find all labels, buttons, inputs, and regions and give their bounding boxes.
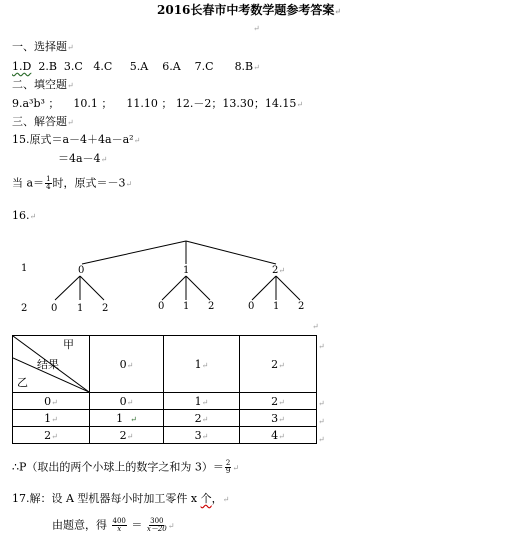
return-mark: ↵ [278,360,285,370]
tree-leaf: 2 [102,303,109,314]
table-col-header: 1↵ [164,336,240,393]
tree-leaf: 1 [273,301,280,312]
q15-line3: 当 a＝ $\frac{1}{4}$ 时，原式＝－3↵ [12,175,133,191]
answer-7: 7.C [194,60,214,73]
return-mark: ↵ [222,495,230,504]
tree-leaf: 0 [248,301,255,312]
return-mark: ↵ [126,397,134,407]
table-corner-cell [13,336,90,393]
table-col-header: 0↵ [90,336,164,393]
return-mark: ↵ [232,463,240,473]
return-mark: ↵ [318,417,325,426]
corner-yi: 乙 [17,376,28,389]
table-row-head: 1↵ [13,410,90,427]
q17-line1: 17.解：设 A 型机器每小时加工零件 x 个，↵ [12,492,230,505]
fraction-300-over-x-minus-20: $\frac{300}{x-20}$ [146,517,167,533]
tree-leaf: 1 [77,303,84,314]
return-mark: ↵ [51,397,58,407]
tree-leaf: 0 [51,303,58,314]
tree-branch [252,276,276,300]
return-mark: ↵ [334,6,342,16]
result-table [12,335,317,444]
return-mark: ↵ [133,136,141,145]
table-cell: 3↵ [240,410,317,427]
answer-8: 8.B [234,60,254,73]
return-mark: ↵ [318,435,325,444]
return-mark: ↵ [201,360,209,370]
tree-branch [276,276,300,300]
q15-line1: 15.原式＝a－4＋4a－a²↵ [12,133,141,146]
answer-1: 1.D [12,60,32,73]
return-mark: ↵ [278,397,285,407]
section-choice-heading: 一、选择题↵ [12,40,74,53]
return-mark: ↵ [278,414,285,424]
tree-leaf: 2 [298,301,305,312]
answer-5: 5.A [129,60,149,73]
return-mark: ↵ [130,414,137,424]
answer-10: 10.1 ； [73,97,113,110]
return-mark: ↵ [51,414,58,424]
return-mark: ↵ [201,397,209,407]
return-mark: ↵ [296,100,304,109]
tree-row-label-1: 1 [21,263,28,274]
tree-leaf: 0 [158,301,165,312]
q15-line2: ＝4a－4↵ [58,152,108,165]
table-cell: 1 ↵ [90,410,164,427]
return-mark: ↵ [253,24,260,33]
corner-result: 结果 [37,358,59,371]
return-mark: ↵ [29,212,37,221]
answer-9: 9.a³b³ ； [12,97,60,110]
q17-line2: 由题意，得 $\frac{400}{x}$ ＝ $\frac{300}{x-20}$ ↵ [52,517,175,533]
table-row [13,410,317,427]
table-cell: 2↵ [164,410,240,427]
table-row [13,427,317,444]
return-mark: ↵ [201,431,209,441]
return-mark: ↵ [125,179,133,189]
table-row-head: 2↵ [13,427,90,444]
return-mark: ↵ [67,118,74,127]
return-mark: ↵ [318,399,325,408]
tree-leaf: 2 [208,301,215,312]
table-header-row [13,336,317,393]
tree-node: 1 [183,265,190,276]
q16-probability: ∴P（取出的两个小球上的数字之和为 3）＝ $\frac{2}{9}$ ↵ [12,459,240,475]
answer-11: 11.10 ； [126,97,173,110]
table-cell: 1↵ [164,393,240,410]
return-mark: ↵ [67,81,74,90]
table-cell: 0↵ [90,393,164,410]
answer-3: 3.C [63,60,83,73]
return-mark: ↵ [51,431,58,441]
tree-row-label-2: 2 [21,303,28,314]
q16-label: 16.↵ [12,209,37,222]
return-mark: ↵ [278,266,286,275]
tree-leaf: 1 [183,301,190,312]
tree-branch [162,276,186,300]
table-col-header: 2↵ [240,336,317,393]
return-mark: ↵ [318,342,325,351]
return-mark: ↵ [167,521,175,531]
return-mark: ↵ [278,431,285,441]
table-cell: 2↵ [240,393,317,410]
fraction-two-ninths: $\frac{2}{9}$ [225,459,231,475]
page-title: 2016长春市中考数学题参考答案↵ [157,3,342,17]
tree-branch [82,241,186,264]
tree-node: 2↵ [272,265,286,276]
return-mark: ↵ [253,63,260,72]
section-solution-heading: 三、解答题↵ [12,115,74,128]
table-row [13,393,317,410]
return-mark: ↵ [312,322,319,331]
fraction-400-over-x: $\frac{400}{x}$ [112,517,126,533]
corner-jia: 甲 [63,338,74,351]
tree-node: 0 [78,265,85,276]
return-mark: ↵ [126,360,134,370]
tree-branch [186,241,276,264]
answer-4: 4.C [93,60,113,73]
table-row-head: 0↵ [13,393,90,410]
table-cell: 3↵ [164,427,240,444]
return-mark: ↵ [126,431,134,441]
return-mark: ↵ [100,155,108,164]
tree-branch [80,276,104,300]
answer-12-14: 12.－2；13.30；14.15 [175,97,297,110]
return-mark: ↵ [201,414,209,424]
return-mark: ↵ [67,43,74,52]
answer-6: 6.A [162,60,181,73]
section-fill-heading: 二、填空题↵ [12,78,74,91]
table-cell: 2↵ [90,427,164,444]
fraction-one-quarter: $\frac{1}{4}$ [46,175,51,191]
tree-branch [186,276,210,300]
table-cell: 4↵ [240,427,317,444]
tree-branch [55,276,80,300]
answer-2: 2.B [38,60,57,73]
